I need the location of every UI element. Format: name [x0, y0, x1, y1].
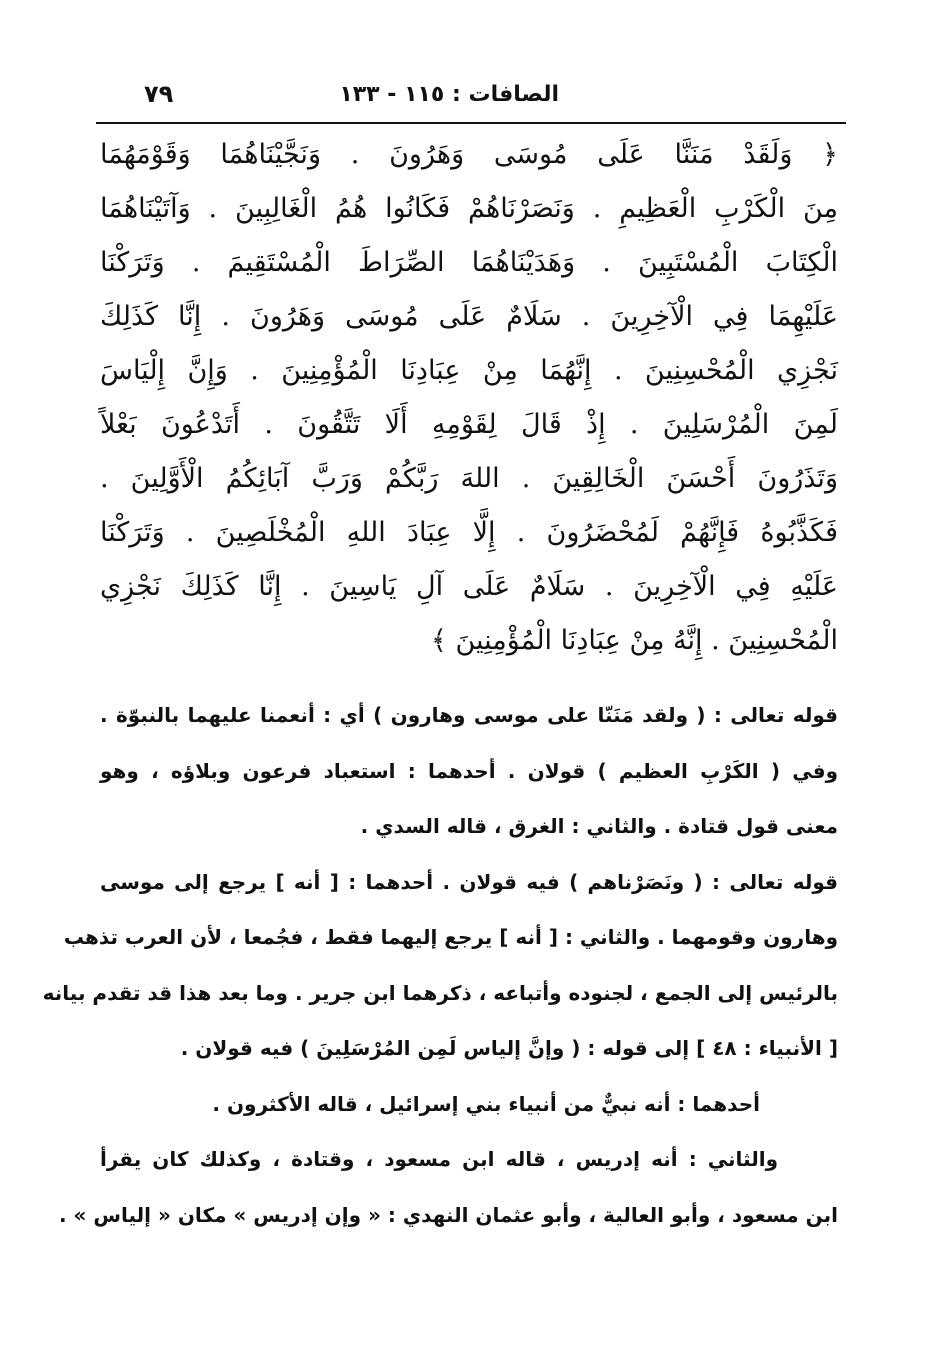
commentary-line: بالرئيس إلى الجمع ، لجنوده وأتباعه ، ذكرهما ابن جرير . وما بعد هذا قد تقدم بيانه — [42, 980, 838, 1005]
running-title: الصافات : ١١٥ - ١٣٣ — [339, 82, 559, 107]
commentary-line: قوله تعالى : ( ولقد مَنَنّا على موسى وهارون ) أي : أنعمنا عليهما بالنبوّة . — [100, 703, 838, 727]
commentary-line: وفي ( الكَرْبِ العظيم ) قولان . أحدهما : استعباد فرعون وبلاؤه ، وهو — [100, 758, 838, 783]
verse-line: فَكَذَّبُوهُ فَإِنَّهُمْ لَمُحْضَرُونَ . إِلَّا عِبَادَ اللهِ الْمُخْلَصِينَ . وَتَرَكْنَا — [100, 517, 838, 548]
page-number: ٧٩ — [144, 80, 174, 108]
commentary-line: أحدهما : أنه نبيٌّ من أنبياء بني إسرائيل ، قاله الأكثرون . — [212, 1091, 760, 1116]
verse-line: عَلَيْهِ فِي الْآخِرِينَ . سَلَامٌ عَلَى آلِ يَاسِينَ . إِنَّا كَذَلِكَ نَجْزِي — [100, 571, 838, 602]
header-divider — [96, 122, 846, 124]
commentary-line: والثاني : أنه إدريس ، قاله ابن مسعود ، وقتادة ، وكذلك كان يقرأ — [100, 1147, 778, 1171]
verse-line: الْكِتَابَ الْمُسْتَبِينَ . وَهَدَيْنَاهُمَا الصِّرَاطَ الْمُسْتَقِيمَ . وَتَرَكْنَا — [100, 247, 838, 278]
commentary-line: ابن مسعود ، وأبو العالية ، وأبو عثمان النهدي : « وإن إدريس » مكان « إلياس » . — [58, 1202, 838, 1227]
verse-line: الْمُحْسِنِينَ . إِنَّهُ مِنْ عِبَادِنَا الْمُؤْمِنِينَ ﴾ — [431, 625, 838, 656]
commentary-line: معنى قول قتادة . والثاني : الغرق ، قاله السدي . — [360, 814, 838, 838]
quran-verses-block — [100, 128, 838, 668]
verse-line: مِنَ الْكَرْبِ الْعَظِيمِ . وَنَصَرْنَاهُمْ فَكَانُوا هُمُ الْغَالِبِينَ . وَآتَيْنَاهُمَا — [100, 193, 838, 224]
commentary-line: قوله تعالى : ( ونَصَرْناهم ) فيه قولان . أحدهما : [ أنه ] يرجع إلى موسى — [100, 869, 838, 894]
page-header — [96, 78, 844, 118]
commentary-block — [42, 688, 838, 1243]
verse-line: وَتَذَرُونَ أَحْسَنَ الْخَالِقِينَ . اللهَ رَبَّكُمْ وَرَبَّ آبَائِكُمُ الْأَوَّلِينَ . — [100, 463, 838, 494]
verse-line: لَمِنَ الْمُرْسَلِينَ . إِذْ قَالَ لِقَوْمِهِ أَلَا تَتَّقُونَ . أَتَدْعُونَ بَعْلاً — [100, 409, 838, 440]
commentary-line: [ الأنبياء : ٤٨ ] إلى قوله : ( وإنَّ إلياس لَمِن المُرْسَلِينَ ) فيه قولان . — [180, 1036, 838, 1060]
verse-line: عَلَيْهِمَا فِي الْآخِرِينَ . سَلَامٌ عَلَى مُوسَى وَهَرُونَ . إِنَّا كَذَلِكَ — [100, 301, 838, 332]
verse-line: نَجْزِي الْمُحْسِنِينَ . إِنَّهُمَا مِنْ عِبَادِنَا الْمُؤْمِنِينَ . وَإِنَّ إِلْيَاسَ — [100, 355, 838, 386]
verse-line: ﴿ وَلَقَدْ مَنَنَّا عَلَى مُوسَى وَهَرُونَ . وَنَجَّيْنَاهُمَا وَقَوْمَهُمَا — [100, 139, 838, 170]
commentary-line: وهارون وقومهما . والثاني : [ أنه ] يرجع إليهما فقط ، فجُمعا ، لأن العرب تذهب — [63, 925, 838, 949]
